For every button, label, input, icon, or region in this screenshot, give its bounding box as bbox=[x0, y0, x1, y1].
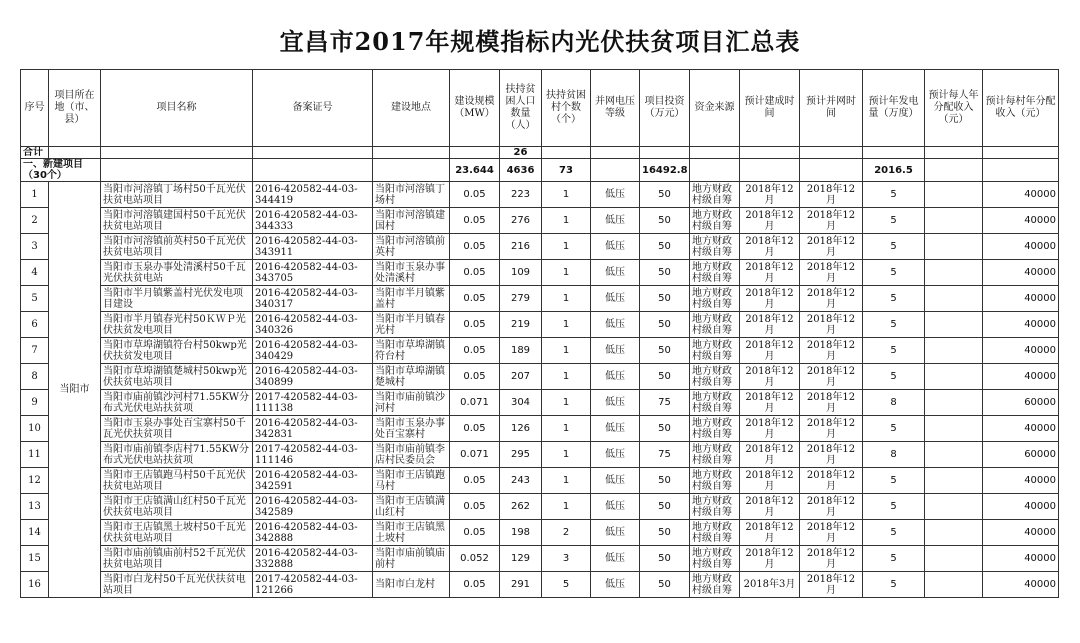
build-date: 2018年12月 bbox=[740, 390, 800, 416]
project-name: 当阳市河溶镇建国村50千瓦光伏扶贫电站项目 bbox=[101, 208, 253, 234]
person-income bbox=[925, 338, 983, 364]
grid-date: 2018年12月 bbox=[800, 546, 863, 572]
table-row bbox=[21, 520, 1059, 546]
build-scale: 0.05 bbox=[450, 520, 500, 546]
grid-date: 2018年12月 bbox=[800, 572, 863, 598]
column-header: 预计并网时间 bbox=[800, 70, 863, 147]
fund-source: 地方财政村级自筹 bbox=[690, 546, 740, 572]
supported-people: 262 bbox=[500, 494, 542, 520]
annual-output: 8 bbox=[863, 390, 925, 416]
supported-villages: 1 bbox=[542, 234, 591, 260]
grid-voltage: 低压 bbox=[591, 468, 640, 494]
person-income bbox=[925, 182, 983, 208]
person-income bbox=[925, 390, 983, 416]
village-income: 40000 bbox=[983, 572, 1059, 598]
row-number: 11 bbox=[21, 442, 49, 468]
annual-output: 5 bbox=[863, 468, 925, 494]
column-header: 项目名称 bbox=[101, 70, 253, 147]
summary-table bbox=[20, 69, 1059, 598]
build-date: 2018年12月 bbox=[740, 364, 800, 390]
grid-voltage: 低压 bbox=[591, 182, 640, 208]
project-investment: 50 bbox=[640, 208, 690, 234]
person-income bbox=[925, 234, 983, 260]
grid-date: 2018年12月 bbox=[800, 182, 863, 208]
row-number: 2 bbox=[21, 208, 49, 234]
fund-source: 地方财政村级自筹 bbox=[690, 494, 740, 520]
supported-villages: 3 bbox=[542, 546, 591, 572]
project-name: 当阳市王店镇跑马村50千瓦光伏扶贫电站项目 bbox=[101, 468, 253, 494]
table-row bbox=[21, 260, 1059, 286]
build-scale: 0.05 bbox=[450, 364, 500, 390]
fund-source: 地方财政村级自筹 bbox=[690, 286, 740, 312]
build-location: 当阳市半月镇紫盖村 bbox=[373, 286, 450, 312]
build-location: 当阳市王店镇黑土坡村 bbox=[373, 520, 450, 546]
village-income: 40000 bbox=[983, 338, 1059, 364]
build-scale: 0.05 bbox=[450, 182, 500, 208]
record-number: 2016-420582-44-03-332888 bbox=[253, 546, 373, 572]
build-scale: 0.052 bbox=[450, 546, 500, 572]
supported-villages: 5 bbox=[542, 572, 591, 598]
build-date: 2018年12月 bbox=[740, 260, 800, 286]
build-date: 2018年12月 bbox=[740, 494, 800, 520]
project-investment: 50 bbox=[640, 312, 690, 338]
build-date: 2018年3月 bbox=[740, 572, 800, 598]
project-name: 当阳市半月镇春光村50ＫＷＰ光伏扶贫发电项目 bbox=[101, 312, 253, 338]
project-name: 当阳市白龙村50千瓦光伏扶贫电站项目 bbox=[101, 572, 253, 598]
supported-villages: 1 bbox=[542, 494, 591, 520]
build-date: 2018年12月 bbox=[740, 312, 800, 338]
build-location: 当阳市河溶镇前英村 bbox=[373, 234, 450, 260]
build-scale: 0.05 bbox=[450, 338, 500, 364]
project-name: 当阳市庙前镇沙河村71.55KW分布式光伏电站扶贫项 bbox=[101, 390, 253, 416]
grid-voltage: 低压 bbox=[591, 364, 640, 390]
total-row bbox=[21, 147, 1059, 159]
section-villages: 73 bbox=[542, 159, 591, 182]
person-income bbox=[925, 312, 983, 338]
person-income bbox=[925, 546, 983, 572]
village-income: 40000 bbox=[983, 182, 1059, 208]
project-name: 当阳市王店镇黑土坡村50千瓦光伏扶贫电站项目 bbox=[101, 520, 253, 546]
record-number: 2016-420582-44-03-342888 bbox=[253, 520, 373, 546]
village-income: 40000 bbox=[983, 546, 1059, 572]
annual-output: 5 bbox=[863, 494, 925, 520]
supported-villages: 1 bbox=[542, 364, 591, 390]
build-location: 当阳市河溶镇建国村 bbox=[373, 208, 450, 234]
column-header: 项目投资（万元） bbox=[640, 70, 690, 147]
table-row bbox=[21, 572, 1059, 598]
build-scale: 0.05 bbox=[450, 572, 500, 598]
supported-people: 279 bbox=[500, 286, 542, 312]
build-date: 2018年12月 bbox=[740, 442, 800, 468]
fund-source: 地方财政村级自筹 bbox=[690, 182, 740, 208]
supported-villages: 1 bbox=[542, 312, 591, 338]
build-scale: 0.05 bbox=[450, 208, 500, 234]
table-row bbox=[21, 338, 1059, 364]
build-location: 当阳市庙前镇李店村民委员会 bbox=[373, 442, 450, 468]
village-income: 40000 bbox=[983, 208, 1059, 234]
project-investment: 50 bbox=[640, 286, 690, 312]
annual-output: 5 bbox=[863, 182, 925, 208]
grid-voltage: 低压 bbox=[591, 520, 640, 546]
region-cell: 当阳市 bbox=[49, 182, 101, 598]
project-investment: 50 bbox=[640, 572, 690, 598]
person-income bbox=[925, 208, 983, 234]
supported-villages: 1 bbox=[542, 416, 591, 442]
person-income bbox=[925, 520, 983, 546]
table-row bbox=[21, 442, 1059, 468]
grid-date: 2018年12月 bbox=[800, 494, 863, 520]
village-income: 40000 bbox=[983, 234, 1059, 260]
project-investment: 75 bbox=[640, 442, 690, 468]
build-location: 当阳市王店镇跑马村 bbox=[373, 468, 450, 494]
build-location: 当阳市草埠湖镇楚城村 bbox=[373, 364, 450, 390]
record-number: 2017-420582-44-03-111138 bbox=[253, 390, 373, 416]
village-income: 40000 bbox=[983, 468, 1059, 494]
column-header: 资金来源 bbox=[690, 70, 740, 147]
supported-villages: 1 bbox=[542, 338, 591, 364]
column-header: 扶持贫困人口数量（人） bbox=[500, 70, 542, 147]
record-number: 2016-420582-44-03-343705 bbox=[253, 260, 373, 286]
project-name: 当阳市王店镇满山红村50千瓦光伏扶贫电站项目 bbox=[101, 494, 253, 520]
record-number: 2016-420582-44-03-340899 bbox=[253, 364, 373, 390]
section-label: 一、新建项目（30个） bbox=[21, 159, 101, 182]
row-number: 15 bbox=[21, 546, 49, 572]
supported-people: 207 bbox=[500, 364, 542, 390]
table-row bbox=[21, 312, 1059, 338]
fund-source: 地方财政村级自筹 bbox=[690, 312, 740, 338]
grid-voltage: 低压 bbox=[591, 286, 640, 312]
record-number: 2016-420582-44-03-340326 bbox=[253, 312, 373, 338]
grid-date: 2018年12月 bbox=[800, 390, 863, 416]
row-number: 1 bbox=[21, 182, 49, 208]
project-name: 当阳市玉泉办事处百宝寨村50千瓦光伏扶贫项目 bbox=[101, 416, 253, 442]
header-row bbox=[21, 70, 1059, 147]
supported-villages: 1 bbox=[542, 208, 591, 234]
annual-output: 5 bbox=[863, 234, 925, 260]
build-location: 当阳市白龙村 bbox=[373, 572, 450, 598]
project-investment: 50 bbox=[640, 416, 690, 442]
person-income bbox=[925, 286, 983, 312]
annual-output: 5 bbox=[863, 338, 925, 364]
project-investment: 50 bbox=[640, 260, 690, 286]
fund-source: 地方财政村级自筹 bbox=[690, 234, 740, 260]
grid-date: 2018年12月 bbox=[800, 364, 863, 390]
record-number: 2016-420582-44-03-342589 bbox=[253, 494, 373, 520]
annual-output: 5 bbox=[863, 364, 925, 390]
build-date: 2018年12月 bbox=[740, 338, 800, 364]
row-number: 6 bbox=[21, 312, 49, 338]
grid-voltage: 低压 bbox=[591, 390, 640, 416]
village-income: 60000 bbox=[983, 390, 1059, 416]
build-scale: 0.05 bbox=[450, 416, 500, 442]
row-number: 5 bbox=[21, 286, 49, 312]
section-people: 4636 bbox=[500, 159, 542, 182]
grid-date: 2018年12月 bbox=[800, 260, 863, 286]
annual-output: 5 bbox=[863, 208, 925, 234]
grid-date: 2018年12月 bbox=[800, 338, 863, 364]
record-number: 2016-420582-44-03-342591 bbox=[253, 468, 373, 494]
build-date: 2018年12月 bbox=[740, 520, 800, 546]
supported-people: 243 bbox=[500, 468, 542, 494]
record-number: 2017-420582-44-03-121266 bbox=[253, 572, 373, 598]
project-name: 当阳市庙前镇李店村71.55KW分布式光伏电站扶贫项 bbox=[101, 442, 253, 468]
project-investment: 50 bbox=[640, 546, 690, 572]
village-income: 40000 bbox=[983, 416, 1059, 442]
supported-villages: 1 bbox=[542, 260, 591, 286]
table-row bbox=[21, 286, 1059, 312]
grid-voltage: 低压 bbox=[591, 338, 640, 364]
supported-people: 219 bbox=[500, 312, 542, 338]
grid-date: 2018年12月 bbox=[800, 416, 863, 442]
build-location: 当阳市河溶镇丁场村 bbox=[373, 182, 450, 208]
annual-output: 5 bbox=[863, 286, 925, 312]
record-number: 2016-420582-44-03-343911 bbox=[253, 234, 373, 260]
person-income bbox=[925, 442, 983, 468]
build-location: 当阳市庙前镇沙河村 bbox=[373, 390, 450, 416]
grid-date: 2018年12月 bbox=[800, 442, 863, 468]
supported-people: 216 bbox=[500, 234, 542, 260]
annual-output: 5 bbox=[863, 416, 925, 442]
fund-source: 地方财政村级自筹 bbox=[690, 364, 740, 390]
row-number: 7 bbox=[21, 338, 49, 364]
build-scale: 0.05 bbox=[450, 312, 500, 338]
build-date: 2018年12月 bbox=[740, 182, 800, 208]
supported-people: 129 bbox=[500, 546, 542, 572]
build-location: 当阳市庙前镇庙前村 bbox=[373, 546, 450, 572]
village-income: 40000 bbox=[983, 312, 1059, 338]
section-scale: 23.644 bbox=[450, 159, 500, 182]
build-date: 2018年12月 bbox=[740, 416, 800, 442]
record-number: 2017-420582-44-03-111146 bbox=[253, 442, 373, 468]
grid-voltage: 低压 bbox=[591, 208, 640, 234]
grid-voltage: 低压 bbox=[591, 546, 640, 572]
record-number: 2016-420582-44-03-340317 bbox=[253, 286, 373, 312]
build-date: 2018年12月 bbox=[740, 234, 800, 260]
column-header: 预计建成时间 bbox=[740, 70, 800, 147]
fund-source: 地方财政村级自筹 bbox=[690, 572, 740, 598]
supported-villages: 1 bbox=[542, 182, 591, 208]
column-header: 建设规模（MW） bbox=[450, 70, 500, 147]
total-count: 26 bbox=[500, 147, 542, 159]
fund-source: 地方财政村级自筹 bbox=[690, 416, 740, 442]
build-location: 当阳市王店镇满山红村 bbox=[373, 494, 450, 520]
annual-output: 8 bbox=[863, 442, 925, 468]
grid-voltage: 低压 bbox=[591, 572, 640, 598]
row-number: 8 bbox=[21, 364, 49, 390]
table-row bbox=[21, 546, 1059, 572]
table-row bbox=[21, 468, 1059, 494]
annual-output: 5 bbox=[863, 260, 925, 286]
row-number: 4 bbox=[21, 260, 49, 286]
person-income bbox=[925, 494, 983, 520]
fund-source: 地方财政村级自筹 bbox=[690, 260, 740, 286]
build-scale: 0.05 bbox=[450, 234, 500, 260]
build-scale: 0.071 bbox=[450, 390, 500, 416]
annual-output: 5 bbox=[863, 546, 925, 572]
supported-villages: 1 bbox=[542, 442, 591, 468]
row-number: 10 bbox=[21, 416, 49, 442]
build-date: 2018年12月 bbox=[740, 468, 800, 494]
build-date: 2018年12月 bbox=[740, 208, 800, 234]
person-income bbox=[925, 468, 983, 494]
column-header: 序号 bbox=[21, 70, 49, 147]
build-location: 当阳市玉泉办事处清溪村 bbox=[373, 260, 450, 286]
build-location: 当阳市半月镇春光村 bbox=[373, 312, 450, 338]
project-name: 当阳市草埠湖镇楚城村50kwp光伏扶贫电站项目 bbox=[101, 364, 253, 390]
column-header: 建设地点 bbox=[373, 70, 450, 147]
record-number: 2016-420582-44-03-342831 bbox=[253, 416, 373, 442]
build-date: 2018年12月 bbox=[740, 286, 800, 312]
column-header: 并网电压等级 bbox=[591, 70, 640, 147]
grid-date: 2018年12月 bbox=[800, 468, 863, 494]
table-row bbox=[21, 182, 1059, 208]
total-label: 合计 bbox=[21, 147, 49, 159]
record-number: 2016-420582-44-03-340429 bbox=[253, 338, 373, 364]
table-row bbox=[21, 234, 1059, 260]
supported-people: 295 bbox=[500, 442, 542, 468]
village-income: 40000 bbox=[983, 520, 1059, 546]
project-name: 当阳市庙前镇庙前村52千瓦光伏扶贫电站项目 bbox=[101, 546, 253, 572]
supported-villages: 2 bbox=[542, 520, 591, 546]
annual-output: 5 bbox=[863, 520, 925, 546]
supported-people: 223 bbox=[500, 182, 542, 208]
record-number: 2016-420582-44-03-344419 bbox=[253, 182, 373, 208]
project-name: 当阳市河溶镇前英村50千瓦光伏扶贫电站项目 bbox=[101, 234, 253, 260]
project-name: 当阳市河溶镇丁场村50千瓦光伏扶贫电站项目 bbox=[101, 182, 253, 208]
column-header: 备案证号 bbox=[253, 70, 373, 147]
table-row bbox=[21, 416, 1059, 442]
person-income bbox=[925, 260, 983, 286]
page-title: 宜昌市2017年规模指标内光伏扶贫项目汇总表 bbox=[279, 27, 801, 56]
fund-source: 地方财政村级自筹 bbox=[690, 520, 740, 546]
grid-date: 2018年12月 bbox=[800, 312, 863, 338]
section-output: 2016.5 bbox=[863, 159, 925, 182]
annual-output: 5 bbox=[863, 312, 925, 338]
supported-villages: 1 bbox=[542, 390, 591, 416]
supported-people: 276 bbox=[500, 208, 542, 234]
project-name: 当阳市草埠湖镇符台村50kwp光伏扶贫发电项目 bbox=[101, 338, 253, 364]
project-investment: 50 bbox=[640, 338, 690, 364]
grid-date: 2018年12月 bbox=[800, 208, 863, 234]
village-income: 40000 bbox=[983, 364, 1059, 390]
fund-source: 地方财政村级自筹 bbox=[690, 468, 740, 494]
project-investment: 50 bbox=[640, 234, 690, 260]
project-name: 当阳市玉泉办事处清溪村50千瓦光伏扶贫电站 bbox=[101, 260, 253, 286]
build-location: 当阳市玉泉办事处百宝寨村 bbox=[373, 416, 450, 442]
project-investment: 50 bbox=[640, 468, 690, 494]
supported-people: 291 bbox=[500, 572, 542, 598]
project-name: 当阳市半月镇紫盖村光伏发电项目建设 bbox=[101, 286, 253, 312]
grid-date: 2018年12月 bbox=[800, 234, 863, 260]
row-number: 16 bbox=[21, 572, 49, 598]
record-number: 2016-420582-44-03-344333 bbox=[253, 208, 373, 234]
project-investment: 75 bbox=[640, 390, 690, 416]
person-income bbox=[925, 364, 983, 390]
supported-people: 126 bbox=[500, 416, 542, 442]
column-header: 预计每人年分配收入（元） bbox=[925, 70, 983, 147]
section-row bbox=[21, 159, 1059, 182]
row-number: 9 bbox=[21, 390, 49, 416]
grid-voltage: 低压 bbox=[591, 312, 640, 338]
supported-villages: 1 bbox=[542, 468, 591, 494]
person-income bbox=[925, 416, 983, 442]
column-header: 预计年发电量（万度） bbox=[863, 70, 925, 147]
table-row bbox=[21, 364, 1059, 390]
table-row bbox=[21, 390, 1059, 416]
village-income: 40000 bbox=[983, 286, 1059, 312]
fund-source: 地方财政村级自筹 bbox=[690, 208, 740, 234]
column-header: 项目所在地（市、县） bbox=[49, 70, 101, 147]
grid-voltage: 低压 bbox=[591, 260, 640, 286]
table-row bbox=[21, 494, 1059, 520]
project-investment: 50 bbox=[640, 182, 690, 208]
column-header: 扶持贫困村个数（个） bbox=[542, 70, 591, 147]
fund-source: 地方财政村级自筹 bbox=[690, 390, 740, 416]
grid-voltage: 低压 bbox=[591, 234, 640, 260]
build-location: 当阳市草埠湖镇符台村 bbox=[373, 338, 450, 364]
row-number: 13 bbox=[21, 494, 49, 520]
project-investment: 50 bbox=[640, 494, 690, 520]
build-date: 2018年12月 bbox=[740, 546, 800, 572]
fund-source: 地方财政村级自筹 bbox=[690, 442, 740, 468]
supported-people: 198 bbox=[500, 520, 542, 546]
supported-people: 109 bbox=[500, 260, 542, 286]
supported-people: 189 bbox=[500, 338, 542, 364]
village-income: 40000 bbox=[983, 260, 1059, 286]
person-income bbox=[925, 572, 983, 598]
supported-villages: 1 bbox=[542, 286, 591, 312]
build-scale: 0.05 bbox=[450, 260, 500, 286]
village-income: 40000 bbox=[983, 494, 1059, 520]
project-investment: 50 bbox=[640, 364, 690, 390]
grid-date: 2018年12月 bbox=[800, 286, 863, 312]
grid-voltage: 低压 bbox=[591, 442, 640, 468]
project-investment: 50 bbox=[640, 520, 690, 546]
fund-source: 地方财政村级自筹 bbox=[690, 338, 740, 364]
grid-date: 2018年12月 bbox=[800, 520, 863, 546]
grid-voltage: 低压 bbox=[591, 494, 640, 520]
column-header: 预计每村年分配收入（元） bbox=[983, 70, 1059, 147]
build-scale: 0.071 bbox=[450, 442, 500, 468]
build-scale: 0.05 bbox=[450, 468, 500, 494]
row-number: 3 bbox=[21, 234, 49, 260]
supported-people: 304 bbox=[500, 390, 542, 416]
build-scale: 0.05 bbox=[450, 494, 500, 520]
annual-output: 5 bbox=[863, 572, 925, 598]
row-number: 12 bbox=[21, 468, 49, 494]
section-investment: 16492.8 bbox=[640, 159, 690, 182]
village-income: 60000 bbox=[983, 442, 1059, 468]
build-scale: 0.05 bbox=[450, 286, 500, 312]
table-row bbox=[21, 208, 1059, 234]
grid-voltage: 低压 bbox=[591, 416, 640, 442]
row-number: 14 bbox=[21, 520, 49, 546]
